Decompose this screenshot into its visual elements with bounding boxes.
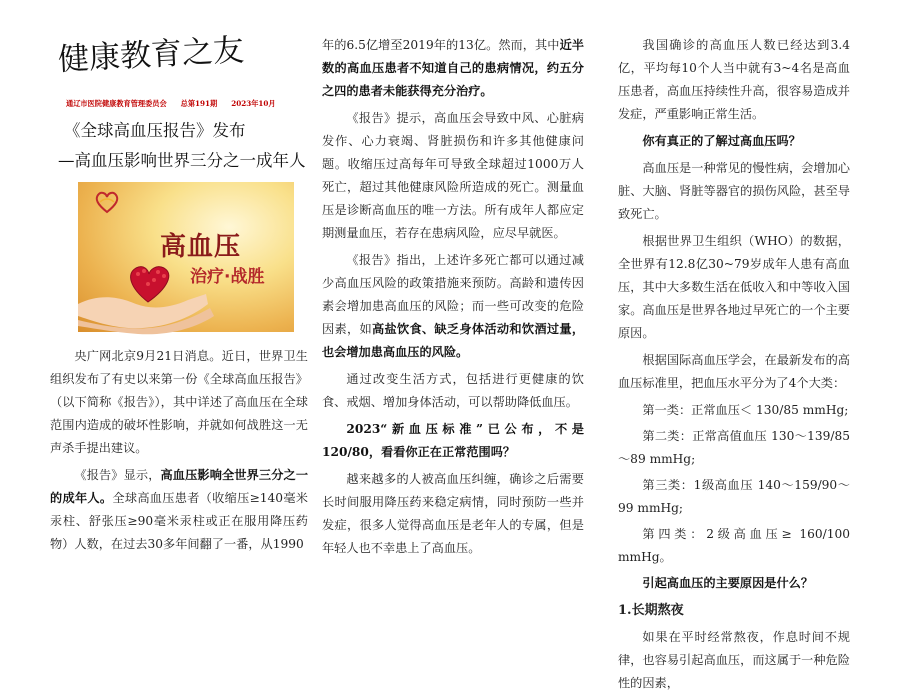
column-3 (618, 34, 850, 699)
col2-question-heading: 2023“新血压标准”已公布，不是120/80，看看你正在正常范围吗？ (322, 422, 584, 459)
masthead: 健康教育之友 (57, 32, 245, 78)
col2-paragraph-5: 越来越多的人被高血压纠缠，确诊之后需要长时间服用降压药来稳定病情，同时预防一些并发症，很多人觉得高血压是老年人的专属，但是年轻人也不幸患上了高血压。 (322, 472, 584, 555)
col2-paragraph-4: 通过改变生活方式，包括进行更健康的饮食、戒烟、增加身体活动，可以帮助降低血压。 (322, 372, 584, 409)
subhead: —高血压影响世界三分之一成年人 (58, 151, 306, 170)
col2-paragraph-3 (322, 249, 584, 364)
banner-title: 高血压 (160, 232, 242, 262)
col1-p2-lead: 《报告》显示， (74, 468, 161, 482)
col2-paragraph-2: 《报告》提示，高血压会导致中风、心脏病发作、心力衰竭、肾脏损伤和许多其他健康问题。收缩压过高每年可导致全球超过1000万人死亡，超过其他健康风险所造成的死亡。测量血压是诊断高血压的唯一方法。所有成年人都应定期测量血压，若存在患病风险，应尽早就医。 (322, 111, 584, 240)
banner-subtitle: 治疗·战胜 (190, 267, 265, 287)
banner-image (78, 182, 294, 332)
issue-date: 2023年10月 (231, 99, 276, 108)
column-2 (322, 34, 584, 564)
bp-class-1: 第一类：正常血压＜ 130/85 mmHg; (642, 403, 849, 417)
bp-class-4: 第四类：2级高血压≥ 160/100 mmHg。 (618, 527, 850, 564)
column-1-body (50, 345, 308, 560)
col3-paragraph-2: 高血压是一种常见的慢性病，会增加心脏、大脑、肾脏等器官的损伤风险，甚至导致死亡。 (618, 161, 850, 221)
col1-p2-bold: 高血压影响全世界三分之一的成年人。 (50, 468, 309, 505)
col2-p3-bold: 高盐饮食、缺乏身体活动和饮酒过量，也会增加患高血压的风险。 (322, 322, 585, 359)
bp-class-2: 第二类：正常高值血压 130～139/85～89 mmHg; (618, 429, 850, 466)
col2-p1-lead: 年的6.5亿增至2019年的13亿。然而，其中 (322, 38, 560, 52)
col2-p3-lead: 《报告》指出，上述许多死亡都可以通过减少高血压风险的政策措施来预防。高龄和遗传因素会增加患高血压的风险；而一些可改变的危险因素，如 (322, 253, 584, 336)
col3-paragraph-5: 如果在平时经常熬夜，作息时间不规律，也容易引起高血压，而这属于一种危险性的因素， (618, 630, 850, 690)
col1-paragraph-2 (50, 464, 308, 556)
col1-paragraph-1: 央广网北京9月21日消息。近日，世界卫生组织发布了有史以来第一份《全球高血压报告》（以下简称《报告》），其中详述了高血压在全球范围内造成的破坏性影响，并就如何战胜这一无声杀手提出建议。 (50, 349, 308, 455)
col3-section-heading-1: 1.长期熬夜 (618, 603, 684, 618)
col2-paragraph-1 (322, 34, 584, 103)
issue-line (66, 99, 306, 109)
col3-paragraph-1: 我国确诊的高血压人数已经达到3.4亿，平均每10个人当中就有3~4名是高血压患者，高血压持续性升高，很容易造成并发症，严重影响正常生活。 (618, 38, 850, 121)
col2-p1-bold: 近半数的高血压患者不知道自己的患病情况，约五分之四的患者未能获得充分治疗。 (322, 38, 584, 98)
headline: 《全球高血压报告》发布 (64, 121, 246, 140)
issue-number: 总第191期 (180, 99, 218, 108)
col3-question-1: 你有真正的了解过高血压吗？ (642, 134, 801, 148)
bp-class-3: 第三类：1级高血压 140～159/90～99 mmHg; (618, 478, 850, 515)
heart-logo-icon (94, 190, 120, 214)
col3-question-2: 引起高血压的主要原因是什么？ (642, 576, 814, 590)
col3-paragraph-3: 根据世界卫生组织（WHO）的数据，全世界有12.8亿30~79岁成年人患有高血压，其中大多数生活在低收入和中等收入国家。高血压是世界各地过早死亡的一个主要原因。 (618, 234, 850, 340)
col3-paragraph-4: 根据国际高血压学会，在最新发布的高血压标准里，把血压水平分为了4个大类： (618, 353, 850, 390)
col1-p2-rest: 全球高血压患者（收缩压≥140毫米汞柱、舒张压≥90毫米汞柱或正在服用降压药物）人数，在过去30多年间翻了一番，从1990 (50, 491, 308, 551)
issue-org: 通辽市医院健康教育管理委员会 (66, 99, 167, 108)
